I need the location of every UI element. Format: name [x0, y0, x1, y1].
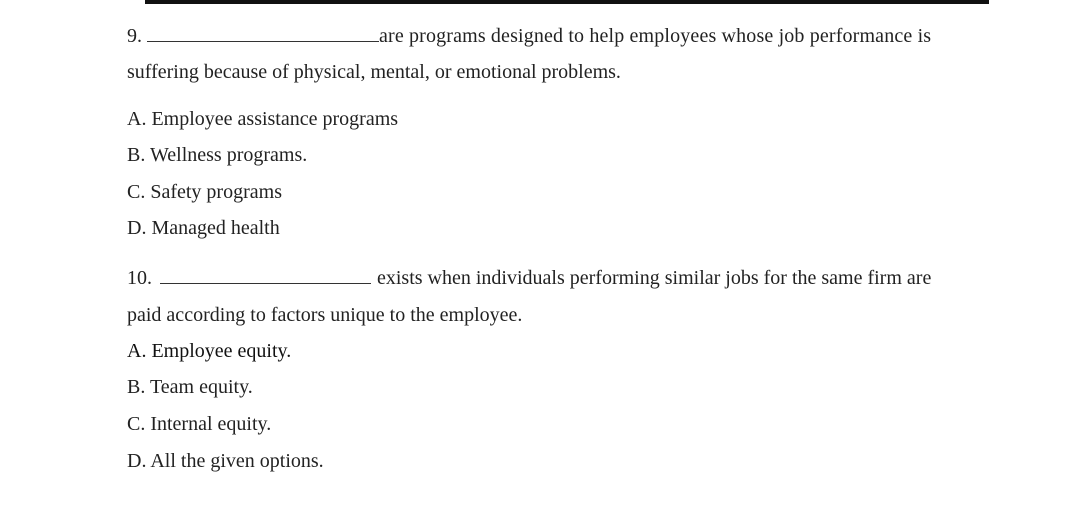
- question-10-option-a[interactable]: A. Employee equity.: [127, 340, 292, 362]
- question-9-stem-continued: suffering because of physical, mental, or emotional problems.: [127, 61, 621, 83]
- question-9-number: 9.: [127, 25, 142, 47]
- question-9-option-b[interactable]: B. Wellness programs.: [127, 144, 308, 166]
- question-10-option-c[interactable]: C. Internal equity.: [127, 413, 272, 435]
- question-9-text: are programs designed to help employees whose job performance is: [379, 25, 932, 47]
- question-10-stem: [127, 265, 953, 290]
- top-divider: [145, 0, 989, 4]
- question-10-option-b[interactable]: B. Team equity.: [127, 376, 253, 398]
- question-10-option-d[interactable]: D. All the given options.: [127, 450, 324, 472]
- question-9-option-c[interactable]: C. Safety programs: [127, 181, 282, 203]
- question-9-option-a[interactable]: A. Employee assistance programs: [127, 108, 399, 130]
- question-10-number: 10.: [127, 267, 152, 289]
- question-10-text: exists when individuals performing similar jobs for the same firm are: [377, 267, 932, 289]
- question-9-blank: [147, 23, 379, 42]
- question-10-stem-continued: paid according to factors unique to the employee.: [127, 304, 523, 326]
- question-10-blank: [160, 265, 371, 284]
- question-9-option-d[interactable]: D. Managed health: [127, 217, 280, 239]
- question-9-stem: [127, 23, 953, 48]
